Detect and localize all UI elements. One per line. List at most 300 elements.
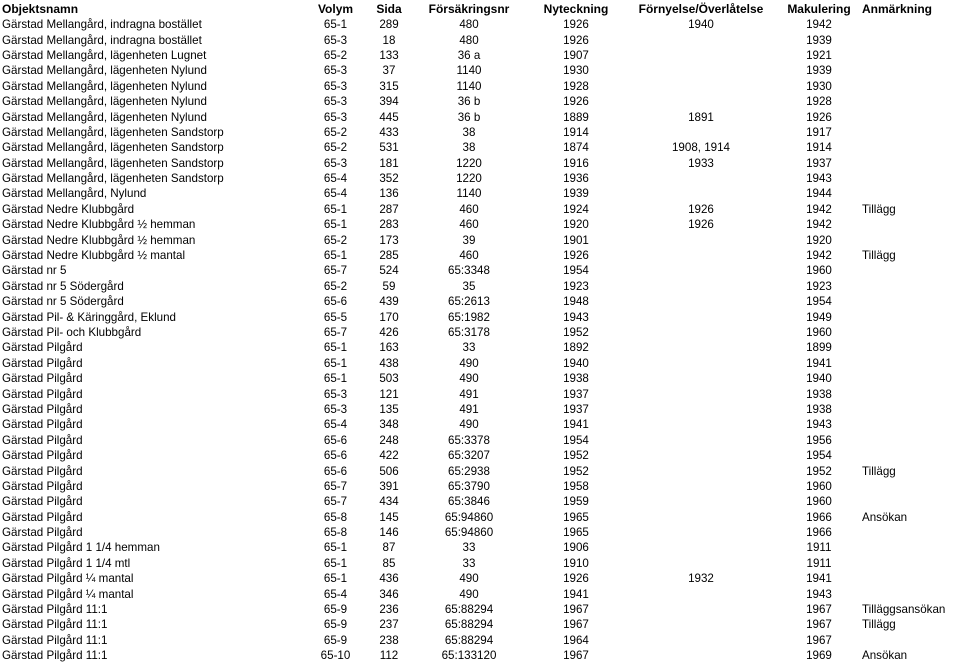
cell-volym: 65-4 [323,187,348,201]
cell-objektsnamn: Gärstad Pilgård [2,433,83,447]
cell-forsakringsnr: 460 [459,249,479,263]
table-row [0,433,960,448]
cell-makulering: 1967 [806,633,832,647]
cell-makulering: 1969 [806,649,832,663]
cell-volym: 65-1 [323,249,348,263]
cell-makulering: 1967 [806,603,832,617]
cell-nyteckning: 1928 [563,79,589,93]
cell-sida: 18 [382,33,396,47]
cell-sida: 436 [379,572,399,586]
cell-anmarkning [861,479,960,494]
cell-makulering: 1911 [806,541,832,555]
table-row [0,571,960,586]
cell-forsakringsnr: 480 [459,33,479,47]
cell-fornyelse [625,386,777,401]
cell-volym: 65-2 [323,48,348,62]
table-row [0,463,960,478]
table-row [0,109,960,124]
cell-sida: 503 [379,372,399,386]
cell-objektsnamn: Gärstad Pilgård 11:1 [2,618,108,632]
cell-anmarkning [861,433,960,448]
table-row [0,186,960,201]
cell-nyteckning: 1959 [563,495,589,509]
cell-nyteckning: 1926 [563,18,589,32]
cell-makulering: 1942 [806,18,832,32]
cell-makulering: 1952 [806,464,832,478]
cell-forsakringsnr: 460 [459,218,479,232]
cell-fornyelse [625,63,777,78]
cell-nyteckning: 1930 [563,64,589,78]
cell-forsakringsnr: 65:3348 [448,264,490,278]
cell-fornyelse [625,602,777,617]
cell-volym: 65-2 [323,279,348,293]
cell-forsakringsnr: 65:3790 [448,479,490,493]
cell-volym: 65-3 [323,387,348,401]
cell-objektsnamn: Gärstad Pilgård [2,479,83,493]
cell-objektsnamn: Gärstad Mellangård, Nylund [2,187,147,201]
column-header-objektsnamn: Objektsnamn [2,1,79,16]
table-row [0,525,960,540]
cell-forsakringsnr: 480 [459,18,479,32]
cell-nyteckning: 1926 [563,33,589,47]
cell-fornyelse [625,617,777,632]
cell-objektsnamn: Gärstad Pil- och Klubbgård [2,326,142,339]
cell-fornyelse [625,402,777,417]
cell-nyteckning: 1958 [563,479,589,493]
cell-sida: 289 [379,18,399,32]
cell-objektsnamn: Gärstad Pilgård [2,341,83,355]
cell-objektsnamn: Gärstad Mellangård, lägenheten Sandstorp [2,125,224,139]
cell-makulering: 1939 [806,64,832,78]
cell-nyteckning: 1952 [563,464,589,478]
cell-volym: 65-3 [323,110,348,124]
cell-objektsnamn: Gärstad Pilgård 11:1 [2,603,108,617]
cell-sida: 145 [379,510,399,524]
cell-sida: 87 [382,541,396,555]
cell-volym: 65-1 [323,218,348,232]
cell-sida: 352 [379,172,399,186]
cell-volym: 65-3 [323,402,348,416]
table-row [0,79,960,94]
cell-forsakringsnr: 33 [462,556,476,570]
cell-makulering: 1923 [806,279,832,293]
cell-anmarkning [861,263,960,278]
cell-objektsnamn: Gärstad Mellangård, lägenheten Nylund [2,79,207,93]
table-row [0,63,960,78]
cell-volym: 65-1 [323,572,348,586]
table-row [0,479,960,494]
cell-objektsnamn: Gärstad Pilgård [2,372,83,386]
cell-makulering: 1954 [806,449,832,463]
cell-nyteckning: 1901 [563,233,589,247]
cell-objektsnamn: Gärstad Pilgård [2,418,83,432]
table-body [0,17,960,663]
cell-objektsnamn: Gärstad Pilgård [2,510,83,524]
cell-nyteckning: 1941 [563,418,589,432]
cell-anmarkning [861,525,960,540]
cell-makulering: 1938 [806,387,832,401]
cell-forsakringsnr: 33 [462,341,476,355]
cell-nyteckning: 1939 [563,187,589,201]
cell-forsakringsnr: 33 [462,541,476,555]
cell-volym: 65-3 [323,95,348,109]
cell-volym: 65-1 [323,202,348,216]
cell-makulering: 1956 [806,433,832,447]
cell-objektsnamn: Gärstad Pilgård ¼ mantal [2,587,134,601]
table-row [0,94,960,109]
cell-makulering: 1926 [806,110,832,124]
cell-objektsnamn: Gärstad Pil- & Käringgård, Eklund [2,310,176,324]
cell-makulering: 1943 [806,587,832,601]
cell-volym: 65-3 [323,33,348,47]
cell-nyteckning: 1938 [563,372,589,386]
cell-nyteckning: 1924 [563,202,589,216]
cell-fornyelse [625,263,777,278]
cell-anmarkning [861,402,960,417]
cell-objektsnamn: Gärstad Pilgård [2,495,83,509]
cell-forsakringsnr: 490 [459,587,479,601]
table-row [0,371,960,386]
cell-nyteckning: 1874 [563,141,589,155]
cell-volym: 65-9 [323,603,348,617]
column-header-makulering: Makulering [787,1,851,16]
cell-objektsnamn: Gärstad Nedre Klubbgård ½ hemman [2,218,196,232]
table-row [0,217,960,232]
cell-sida: 433 [379,125,399,139]
cell-fornyelse: 1926 [688,218,714,232]
cell-anmarkning [861,540,960,555]
table-row [0,171,960,186]
cell-makulering: 1939 [806,33,832,47]
cell-anmarkning [861,386,960,401]
cell-sida: 133 [379,48,399,62]
cell-volym: 65-1 [323,372,348,386]
cell-nyteckning: 1937 [563,402,589,416]
cell-forsakringsnr: 491 [459,402,479,416]
cell-nyteckning: 1967 [563,649,589,663]
table-row [0,32,960,47]
cell-makulering: 1954 [806,295,832,309]
cell-anmarkning [861,309,960,324]
cell-fornyelse [625,433,777,448]
cell-forsakringsnr: 65:3178 [448,326,490,339]
cell-sida: 434 [379,495,399,509]
cell-anmarkning: Tillägg [862,464,896,478]
cell-volym: 65-9 [323,633,348,647]
cell-forsakringsnr: 65:88294 [444,618,494,632]
cell-nyteckning: 1967 [563,603,589,617]
cell-forsakringsnr: 460 [459,202,479,216]
cell-fornyelse [625,94,777,109]
column-header-volym: Volym [317,1,354,16]
cell-objektsnamn: Gärstad Mellangård, lägenheten Sandstorp [2,172,224,186]
table-row [0,232,960,247]
cell-nyteckning: 1952 [563,326,589,339]
cell-volym: 65-6 [323,464,348,478]
cell-objektsnamn: Gärstad Nedre Klubbgård [2,202,135,216]
cell-sida: 248 [379,433,399,447]
cell-makulering: 1966 [806,510,832,524]
column-header-sida: Sida [376,1,402,16]
cell-objektsnamn: Gärstad Mellangård, lägenheten Nylund [2,110,207,124]
cell-nyteckning: 1926 [563,249,589,263]
cell-objektsnamn: Gärstad nr 5 Södergård [2,279,124,293]
cell-forsakringsnr: 65:3207 [448,449,490,463]
cell-anmarkning [861,294,960,309]
table-row [0,263,960,278]
column-header-forsakringsnr: Försäkringsnr [428,1,510,16]
cell-sida: 112 [379,649,399,663]
cell-objektsnamn: Gärstad Pilgård 1 1/4 hemman [2,541,160,555]
column-header-anmarkning: Anmärkning [862,1,933,16]
cell-forsakringsnr: 1140 [456,79,482,93]
cell-makulering: 1941 [806,572,832,586]
cell-nyteckning: 1926 [563,572,589,586]
cell-fornyelse [625,371,777,386]
cell-makulering: 1921 [806,48,832,62]
cell-sida: 237 [379,618,399,632]
cell-forsakringsnr: 491 [459,387,479,401]
cell-fornyelse [625,463,777,478]
cell-fornyelse [625,586,777,601]
cell-anmarkning [861,417,960,432]
table-row [0,602,960,617]
cell-volym: 65-7 [323,326,348,339]
cell-volym: 65-7 [323,264,348,278]
cell-fornyelse [625,294,777,309]
cell-makulering: 1911 [806,556,832,570]
cell-volym: 65-8 [323,510,348,524]
cell-volym: 65-1 [323,556,348,570]
cell-volym: 65-10 [320,649,351,663]
cell-nyteckning: 1943 [563,310,589,324]
cell-nyteckning: 1940 [563,356,589,370]
cell-forsakringsnr: 65:1982 [448,310,490,324]
cell-sida: 391 [379,479,399,493]
cell-objektsnamn: Gärstad Pilgård ¼ mantal [2,572,134,586]
cell-sida: 37 [382,64,396,78]
cell-makulering: 1942 [806,218,832,232]
cell-fornyelse [625,540,777,555]
cell-volym: 65-7 [323,479,348,493]
cell-objektsnamn: Gärstad Pilgård 11:1 [2,633,108,647]
cell-sida: 438 [379,356,399,370]
cell-objektsnamn: Gärstad Mellangård, indragna bostället [2,33,202,47]
cell-fornyelse [625,356,777,371]
cell-fornyelse [625,279,777,294]
cell-fornyelse [625,309,777,324]
cell-fornyelse: 1940 [688,18,714,32]
cell-sida: 283 [379,218,399,232]
cell-sida: 163 [379,341,399,355]
cell-makulering: 1943 [806,418,832,432]
cell-fornyelse [625,510,777,525]
cell-nyteckning: 1936 [563,172,589,186]
cell-sida: 146 [379,526,399,540]
cell-forsakringsnr: 65:3846 [448,495,490,509]
cell-volym: 65-1 [323,356,348,370]
cell-anmarkning [861,340,960,355]
cell-anmarkning [861,371,960,386]
cell-sida: 236 [379,603,399,617]
cell-forsakringsnr: 65:94860 [444,510,494,524]
cell-nyteckning: 1948 [563,295,589,309]
cell-anmarkning: Tillägg [862,618,896,632]
cell-volym: 65-3 [323,79,348,93]
cell-anmarkning: Tillägg [862,202,896,216]
cell-objektsnamn: Gärstad Pilgård 11:1 [2,649,108,663]
cell-volym: 65-1 [323,541,348,555]
cell-makulering: 1960 [806,326,832,339]
cell-anmarkning [861,448,960,463]
cell-objektsnamn: Gärstad Pilgård [2,526,83,540]
cell-makulering: 1966 [806,526,832,540]
cell-objektsnamn: Gärstad Mellangård, lägenheten Nylund [2,95,207,109]
cell-volym: 65-7 [323,495,348,509]
cell-fornyelse: 1926 [688,202,714,216]
cell-sida: 285 [379,249,399,263]
cell-volym: 65-4 [323,587,348,601]
cell-fornyelse [625,248,777,263]
cell-forsakringsnr: 65:2938 [448,464,490,478]
cell-anmarkning [861,186,960,201]
cell-makulering: 1942 [806,249,832,263]
cell-fornyelse [625,648,777,663]
cell-nyteckning: 1952 [563,449,589,463]
cell-forsakringsnr: 490 [459,572,479,586]
cell-anmarkning [861,633,960,648]
cell-nyteckning: 1910 [563,556,589,570]
cell-makulering: 1960 [806,264,832,278]
cell-objektsnamn: Gärstad Pilgård [2,356,83,370]
table-row [0,510,960,525]
table-row [0,325,960,340]
cell-volym: 65-4 [323,418,348,432]
cell-sida: 524 [379,264,399,278]
cell-fornyelse [625,448,777,463]
cell-forsakringsnr: 65:3378 [448,433,490,447]
cell-nyteckning: 1937 [563,387,589,401]
cell-fornyelse: 1891 [688,110,714,124]
cell-sida: 287 [379,202,399,216]
cell-makulering: 1960 [806,479,832,493]
cell-anmarkning [861,125,960,140]
table-row [0,494,960,509]
cell-nyteckning: 1907 [563,48,589,62]
cell-fornyelse [625,494,777,509]
cell-sida: 445 [379,110,399,124]
cell-anmarkning [861,79,960,94]
cell-fornyelse [625,171,777,186]
cell-makulering: 1914 [806,141,832,155]
cell-forsakringsnr: 1220 [456,172,482,186]
cell-nyteckning: 1954 [563,264,589,278]
cell-fornyelse: 1908, 1914 [671,141,731,155]
table-row [0,648,960,663]
cell-forsakringsnr: 65:88294 [444,633,494,647]
cell-objektsnamn: Gärstad Mellangård, lägenheten Lugnet [2,48,207,62]
table-row [0,448,960,463]
cell-makulering: 1920 [806,233,832,247]
cell-anmarkning [861,494,960,509]
table-row [0,386,960,401]
table-row [0,279,960,294]
cell-volym: 65-6 [323,295,348,309]
cell-anmarkning [861,232,960,247]
cell-nyteckning: 1965 [563,510,589,524]
cell-anmarkning [861,171,960,186]
cell-nyteckning: 1923 [563,279,589,293]
cell-volym: 65-6 [323,449,348,463]
cell-fornyelse [625,48,777,63]
cell-fornyelse [625,633,777,648]
table-row [0,617,960,632]
cell-objektsnamn: Gärstad Pilgård 1 1/4 mtl [2,556,131,570]
cell-makulering: 1940 [806,372,832,386]
cell-volym: 65-4 [323,172,348,186]
cell-anmarkning [861,63,960,78]
header-row [0,0,960,17]
cell-nyteckning: 1941 [563,587,589,601]
cell-anmarkning: Ansökan [862,510,908,524]
cell-fornyelse [625,32,777,47]
cell-anmarkning [861,279,960,294]
cell-objektsnamn: Gärstad Pilgård [2,402,83,416]
cell-fornyelse [625,125,777,140]
cell-anmarkning [861,217,960,232]
cell-forsakringsnr: 65:2613 [448,295,490,309]
cell-anmarkning: Ansökan [862,649,908,663]
cell-objektsnamn: Gärstad Nedre Klubbgård ½ mantal [2,249,186,263]
table-row [0,248,960,263]
cell-sida: 348 [379,418,399,432]
cell-forsakringsnr: 65:133120 [441,649,497,663]
cell-makulering: 1930 [806,79,832,93]
cell-fornyelse [625,340,777,355]
cell-nyteckning: 1964 [563,633,589,647]
cell-objektsnamn: Gärstad nr 5 Södergård [2,295,124,309]
cell-objektsnamn: Gärstad nr 5 [2,264,67,278]
cell-forsakringsnr: 1140 [456,64,482,78]
cell-sida: 394 [379,95,399,109]
cell-makulering: 1941 [806,356,832,370]
cell-anmarkning [861,94,960,109]
cell-anmarkning [861,556,960,571]
table-row [0,540,960,555]
cell-sida: 173 [379,233,399,247]
cell-nyteckning: 1914 [563,125,589,139]
cell-forsakringsnr: 65:88294 [444,603,494,617]
cell-fornyelse [625,417,777,432]
cell-volym: 65-1 [323,18,348,32]
cell-forsakringsnr: 38 [462,125,476,139]
cell-sida: 136 [379,187,399,201]
cell-makulering: 1937 [806,156,832,170]
cell-volym: 65-3 [323,156,348,170]
cell-sida: 346 [379,587,399,601]
cell-anmarkning [861,586,960,601]
cell-nyteckning: 1954 [563,433,589,447]
cell-anmarkning [861,356,960,371]
column-header-nyteckning: Nyteckning [543,1,609,16]
table-row [0,156,960,171]
cell-sida: 531 [379,141,399,155]
cell-objektsnamn: Gärstad Pilgård [2,449,83,463]
cell-forsakringsnr: 36 b [457,110,481,124]
table-row [0,140,960,155]
cell-sida: 426 [379,326,399,339]
cell-forsakringsnr: 65:94860 [444,526,494,540]
